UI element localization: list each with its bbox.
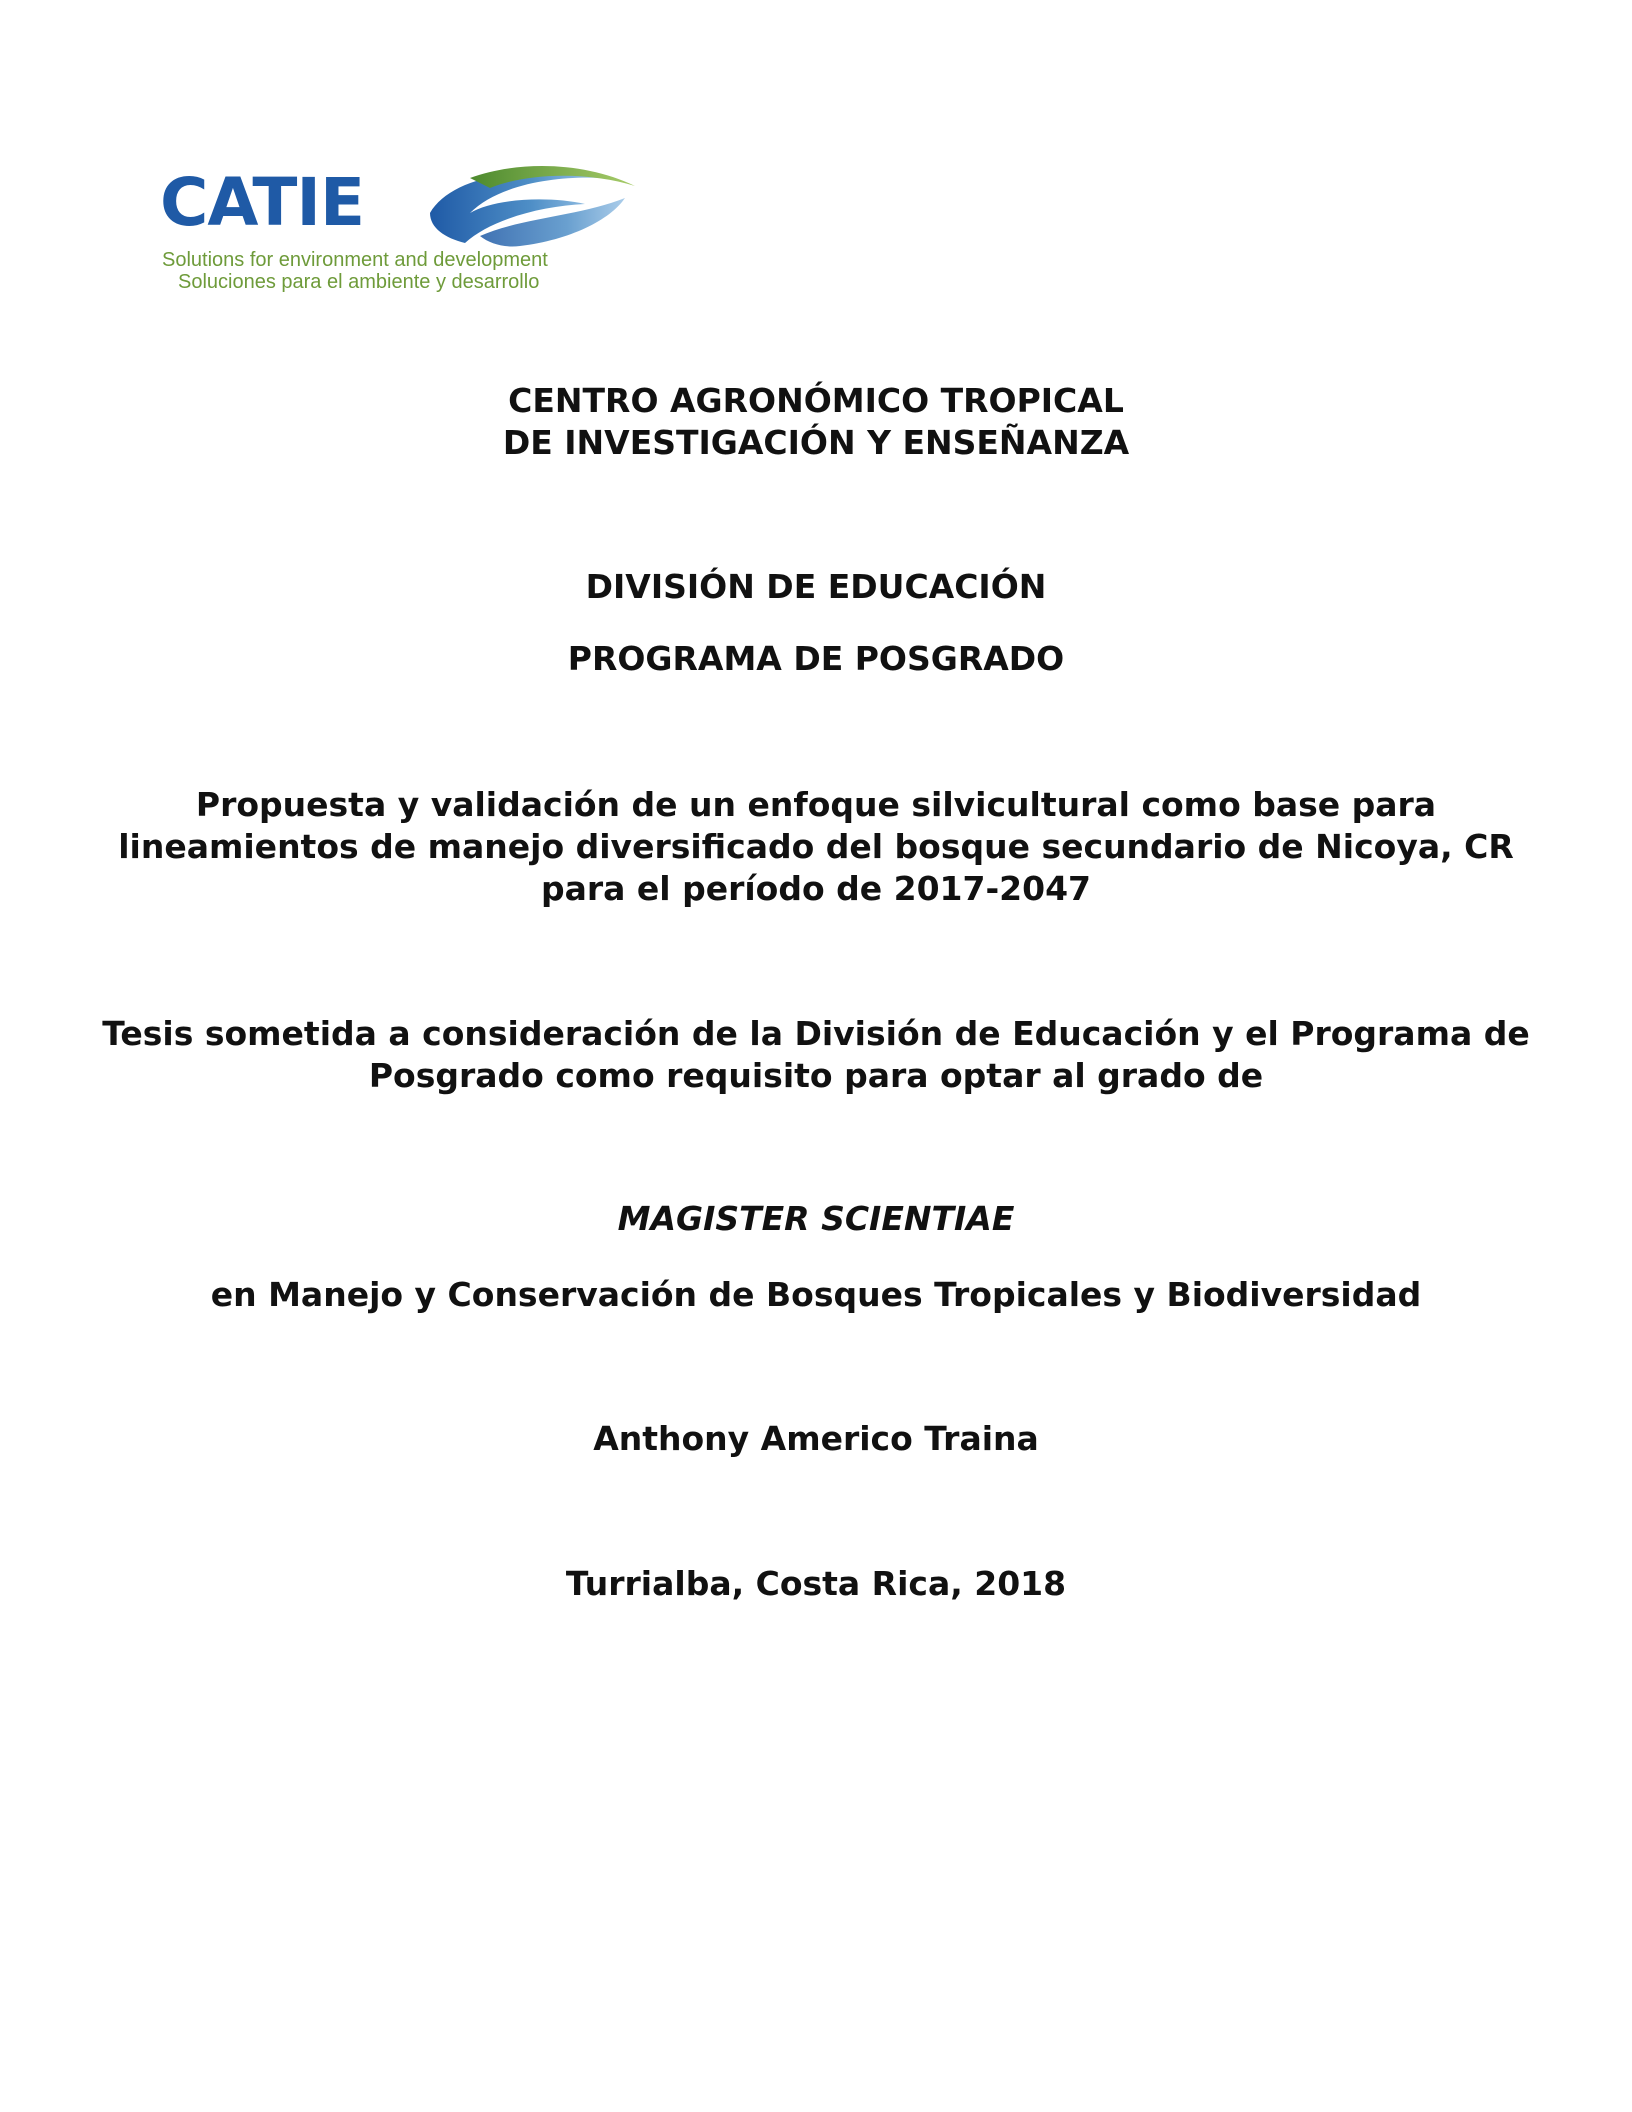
submission-statement bbox=[0, 1013, 1632, 1097]
thesis-title-line-1: Propuesta y validación de un enfoque silvicultural como base para bbox=[195, 785, 1437, 824]
logo-tagline-es: Soluciones para el ambiente y desarrollo bbox=[178, 271, 540, 293]
thesis-title bbox=[0, 784, 1632, 910]
submission-line-2: Posgrado como requisito para optar al grado de bbox=[368, 1056, 1264, 1095]
institution-line-2: DE INVESTIGACIÓN Y ENSEÑANZA bbox=[502, 423, 1130, 462]
division-heading: DIVISIÓN DE EDUCACIÓN bbox=[585, 567, 1047, 606]
submission-line-1: Tesis sometida a consideración de la División de Educación y el Programa de bbox=[102, 1014, 1530, 1053]
thesis-title-line-2: lineamientos de manejo diversificado del bosque secundario de Nicoya, CR bbox=[118, 827, 1514, 866]
catie-logo bbox=[160, 158, 548, 298]
logo-wordmark: CATIE bbox=[160, 164, 365, 241]
institution-line-1: CENTRO AGRONÓMICO TROPICAL bbox=[508, 381, 1124, 420]
program-heading: PROGRAMA DE POSGRADO bbox=[567, 639, 1065, 678]
institution-name bbox=[0, 380, 1632, 464]
logo-tagline-en: Solutions for environment and development bbox=[162, 249, 548, 271]
place-and-date: Turrialba, Costa Rica, 2018 bbox=[565, 1564, 1067, 1603]
author-name: Anthony Americo Traina bbox=[593, 1419, 1039, 1458]
degree-name: MAGISTER SCIENTIAE bbox=[617, 1199, 1015, 1238]
thesis-title-line-3: para el período de 2017-2047 bbox=[540, 869, 1092, 908]
degree-field: en Manejo y Conservación de Bosques Tropicales y Biodiversidad bbox=[210, 1275, 1422, 1314]
